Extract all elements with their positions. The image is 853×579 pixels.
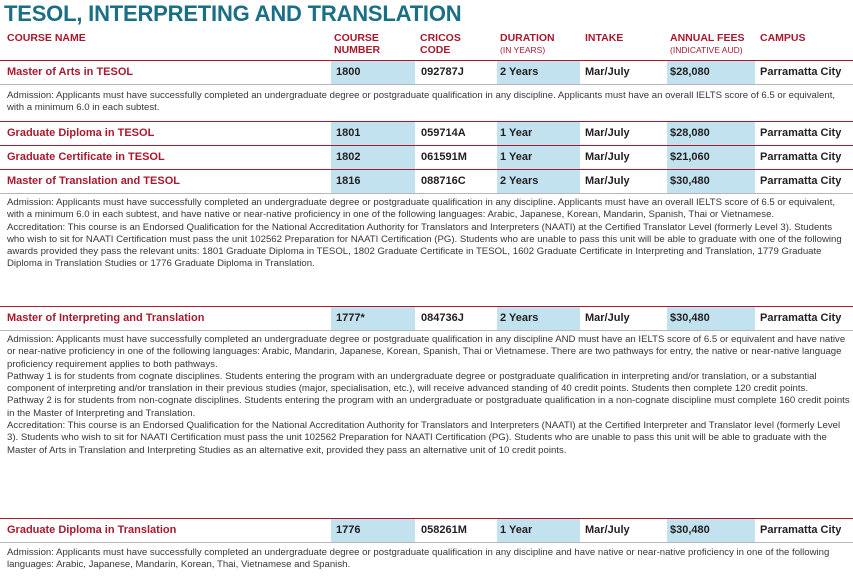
course-number: 1777* (336, 312, 365, 324)
campus: Parramatta City (760, 524, 842, 536)
table-row (0, 519, 853, 542)
annual-fee: $28,080 (670, 127, 710, 139)
duration: 2 Years (500, 175, 539, 187)
course-number: 1802 (336, 151, 361, 163)
row-divider (0, 84, 853, 85)
col-header-intake: INTAKE (585, 32, 624, 44)
course-description (7, 334, 850, 457)
col-header-campus: CAMPUS (760, 32, 806, 44)
cricos-code: 092787J (421, 66, 464, 78)
col-header-duration (500, 32, 555, 56)
course-name: Graduate Certificate in TESOL (7, 151, 165, 163)
campus: Parramatta City (760, 66, 842, 78)
campus: Parramatta City (760, 312, 842, 324)
course-description (7, 197, 850, 271)
col-header-fees-label: ANNUAL FEES (670, 32, 745, 44)
description-paragraph: Admission: Applicants must have successfully completed an undergraduate degree or postgraduate qualification in any discipline AND must have an IELTS score of 6.5 or equivalent and have native or near-native proficiency in one of the following languages: Arabic, Mandarin, Japanese, Korean, Spanish, Thai or Vietnamese. There are two pathways for entry, the native or near-native language proficiency requirement applies to both pathways. (7, 334, 846, 370)
duration: 2 Years (500, 66, 539, 78)
intake: Mar/July (585, 524, 630, 536)
description-paragraph: Accreditation: This course is an Endorsed Qualification for the National Accreditation Authority for Translators and Interpreters (NAATI) at the Certified Translator Level (formerly Level 3). Students who wish to sit for NAATI Certification must pass the unit 102562 Preparation for NAATI Certification (PG). Students who are unable to pass this unit will be able to graduate with one of the following awards provided they pass the relevant units: 1801 Graduate Diploma in TESOL, 1802 Graduate Certificate in TESOL, 1602 Graduate Certificate in Interpreting and Translation, 1779 Graduate Diploma in Translation Studies or 1776 Graduate Diploma in Translation. (7, 221, 842, 270)
course-number: 1800 (336, 66, 361, 78)
col-header-duration-sub: (IN YEARS) (500, 45, 546, 55)
col-header-fees-sub: (INDICATIVE AUD) (670, 45, 743, 55)
col-header-duration-label: DURATION (500, 32, 555, 44)
course-number: 1801 (336, 127, 361, 139)
course-name: Master of Arts in TESOL (7, 66, 134, 78)
intake: Mar/July (585, 175, 630, 187)
row-divider (0, 542, 853, 543)
duration: 1 Year (500, 127, 533, 139)
course-name: Graduate Diploma in TESOL (7, 127, 155, 139)
col-header-cricos (420, 32, 470, 56)
duration: 2 Years (500, 312, 539, 324)
annual-fee: $30,480 (670, 524, 710, 536)
table-row (0, 307, 853, 330)
col-header-cricos-label: CRICOS CODE (420, 32, 461, 56)
table-row (0, 170, 853, 193)
annual-fee: $21,060 (670, 151, 710, 163)
course-number: 1816 (336, 175, 361, 187)
col-header-fees (670, 32, 744, 56)
campus: Parramatta City (760, 151, 842, 163)
intake: Mar/July (585, 66, 630, 78)
cricos-code: 061591M (421, 151, 467, 163)
col-header-course-number (334, 32, 394, 56)
course-name: Master of Interpreting and Translation (7, 312, 205, 324)
cricos-code: 059714A (421, 127, 466, 139)
table-row (0, 61, 853, 84)
description-paragraph: Pathway 1 is for students from cognate disciplines. Students entering the program with an undergraduate degree or postgraduate qualification in interpreting and/or translation, or a substantial component of interpreting and/or translation in their previous studies (major, specialisation, etc.), will receive advanced standing of 40 credit points. Students then complete 120 credit points. (7, 370, 817, 395)
intake: Mar/July (585, 151, 630, 163)
campus: Parramatta City (760, 127, 842, 139)
description-paragraph: Accreditation: This course is an Endorsed Qualification for the National Accreditation Authority for Translators and Interpreters (NAATI) at the Certified Interpreter and Translator level (formerly Level 3). Students who wish to sit for NAATI Certification must pass the unit 102562 Preparation for NAATI Certification (PG). Students who are unable to pass this unit will be able to graduate with the Master of Arts in Translation and Interpreting Studies as an alternative exit, provided they pass an alternative unit of 10 credit points. (7, 420, 841, 456)
annual-fee: $30,480 (670, 175, 710, 187)
course-name: Master of Translation and TESOL (7, 175, 180, 187)
row-divider (0, 330, 853, 331)
description-paragraph: Admission: Applicants must have successfully completed an undergraduate degree or postgraduate qualification in any discipline and have native or near-native proficiency in one of the following languages: Arabic, Japanese, Mandarin, Korean, Thai, Vietnamese and Spanish. (7, 547, 830, 571)
description-paragraph: Pathway 2 is for students from non-cognate disciplines. Students entering the program with an undergraduate or postgraduate qualification in a non-cognate discipline must complete 160 credit points in the Master of Interpreting and Translation. (7, 395, 850, 419)
table-row (0, 146, 853, 169)
cricos-code: 084736J (421, 312, 464, 324)
table-row (0, 122, 853, 145)
course-description (7, 547, 850, 572)
description-paragraph: Admission: Applicants must have successfully completed an undergraduate degree or postgraduate qualification in any discipline. Applicants must have an overall IELTS score of 6.5 or equivalent, with a minimum 6.0 in each subtest, and have native or near-native proficiency in one of the following languages: Arabic, Japanese, Korean, Mandarin, Spanish, Thai or Vietnamese. (7, 197, 836, 221)
annual-fee: $30,480 (670, 312, 710, 324)
cricos-code: 058261M (421, 524, 467, 536)
page-title: TESOL, INTERPRETING AND TRANSLATION (4, 1, 462, 26)
row-divider (0, 193, 853, 194)
course-number: 1776 (336, 524, 361, 536)
duration: 1 Year (500, 151, 533, 163)
col-header-course-name: COURSE NAME (7, 32, 86, 44)
annual-fee: $28,080 (670, 66, 710, 78)
col-header-course-number-label: COURSE NUMBER (334, 32, 381, 56)
intake: Mar/July (585, 312, 630, 324)
course-description (7, 90, 850, 115)
duration: 1 Year (500, 524, 533, 536)
description-paragraph: Admission: Applicants must have successfully completed an undergraduate degree or postgraduate qualification in any discipline. Applicants must have an overall IELTS score of 6.5 or equivalent, with a minimum 6.0 in each subtest. (7, 90, 836, 114)
course-name: Graduate Diploma in Translation (7, 524, 177, 536)
campus: Parramatta City (760, 175, 842, 187)
cricos-code: 088716C (421, 175, 466, 187)
intake: Mar/July (585, 127, 630, 139)
